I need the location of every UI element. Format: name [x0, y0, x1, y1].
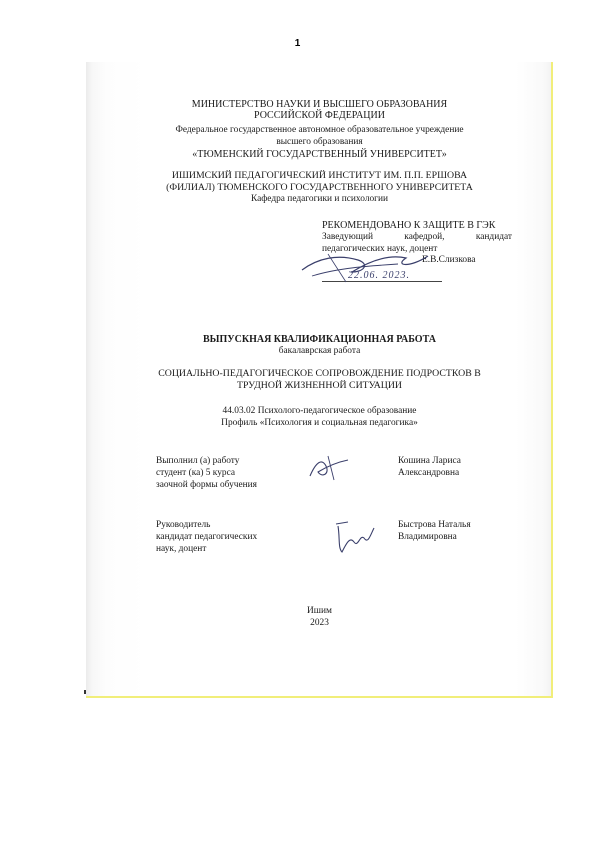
- supervisor-name-1: Быстрова Наталья: [398, 520, 471, 530]
- city: Ишим: [307, 606, 332, 616]
- student-name-2: Александровна: [398, 468, 460, 478]
- supervisor-label-2: кандидат педагогических: [156, 532, 258, 542]
- approval-title: РЕКОМЕНДОВАНО К ЗАЩИТЕ В ГЭК: [322, 220, 496, 231]
- supervisor-label-3: наук, доцент: [156, 544, 207, 554]
- approval-role-2: педагогических наук, доцент: [322, 244, 438, 254]
- approval-role-1: Заведующий кафедрой, кандидат: [322, 232, 512, 242]
- scan-mark: [84, 690, 86, 694]
- ministry-line-1: МИНИСТЕРСТВО НАУКИ И ВЫСШЕГО ОБРАЗОВАНИЯ: [191, 99, 448, 110]
- work-type: ВЫПУСКНАЯ КВАЛИФИКАЦИОННАЯ РАБОТА: [203, 334, 436, 345]
- approval-date: 22.06. 2023.: [348, 270, 410, 281]
- institution-line-2: высшего образования: [276, 137, 363, 147]
- supervisor-label-1: Руководитель: [156, 520, 211, 530]
- student-signature-icon: [304, 452, 354, 484]
- year: 2023: [310, 618, 329, 628]
- institute-line-2: (ФИЛИАЛ) ТЮМЕНСКОГО ГОСУДАРСТВЕННОГО УНИВЕРСИТЕТА: [166, 182, 473, 193]
- approval-name: Е.В.Слизкова: [422, 255, 476, 265]
- supervisor-signature-icon: [330, 518, 380, 558]
- student-name-1: Кошина Лариса: [398, 456, 461, 466]
- ministry-line-2: РОССИЙСКОЙ ФЕДЕРАЦИИ: [254, 110, 385, 121]
- student-label-3: заочной формы обучения: [156, 480, 257, 490]
- topic-line-2: ТРУДНОЙ ЖИЗНЕННОЙ СИТУАЦИИ: [236, 380, 403, 391]
- student-label-1: Выполнил (а) работу: [156, 456, 240, 466]
- institute-line-1: ИШИМСКИЙ ПЕДАГОГИЧЕСКИЙ ИНСТИТУТ ИМ. П.П. ЕРШОВА: [171, 170, 468, 181]
- supervisor-name-2: Владимировна: [398, 532, 457, 542]
- program: 44.03.02 Психолого-педагогическое образование: [222, 406, 417, 416]
- scanned-title-page: [86, 62, 553, 698]
- university-name: «ТЮМЕНСКИЙ ГОСУДАРСТВЕННЫЙ УНИВЕРСИТЕТ»: [192, 149, 447, 160]
- approval-signature-icon: [298, 242, 438, 284]
- profile: Профиль «Психология и социальная педагогика»: [221, 418, 418, 428]
- page-number: 1: [294, 38, 301, 49]
- work-subtype: бакалаврская работа: [278, 346, 361, 356]
- topic-line-1: СОЦИАЛЬНО-ПЕДАГОГИЧЕСКОЕ СОПРОВОЖДЕНИЕ ПОДРОСТКОВ В: [158, 368, 481, 379]
- institution-line-1: Федеральное государственное автономное образовательное учреждение: [175, 125, 464, 135]
- student-label-2: студент (ка) 5 курса: [156, 468, 236, 478]
- department: Кафедра педагогики и психологии: [250, 194, 389, 204]
